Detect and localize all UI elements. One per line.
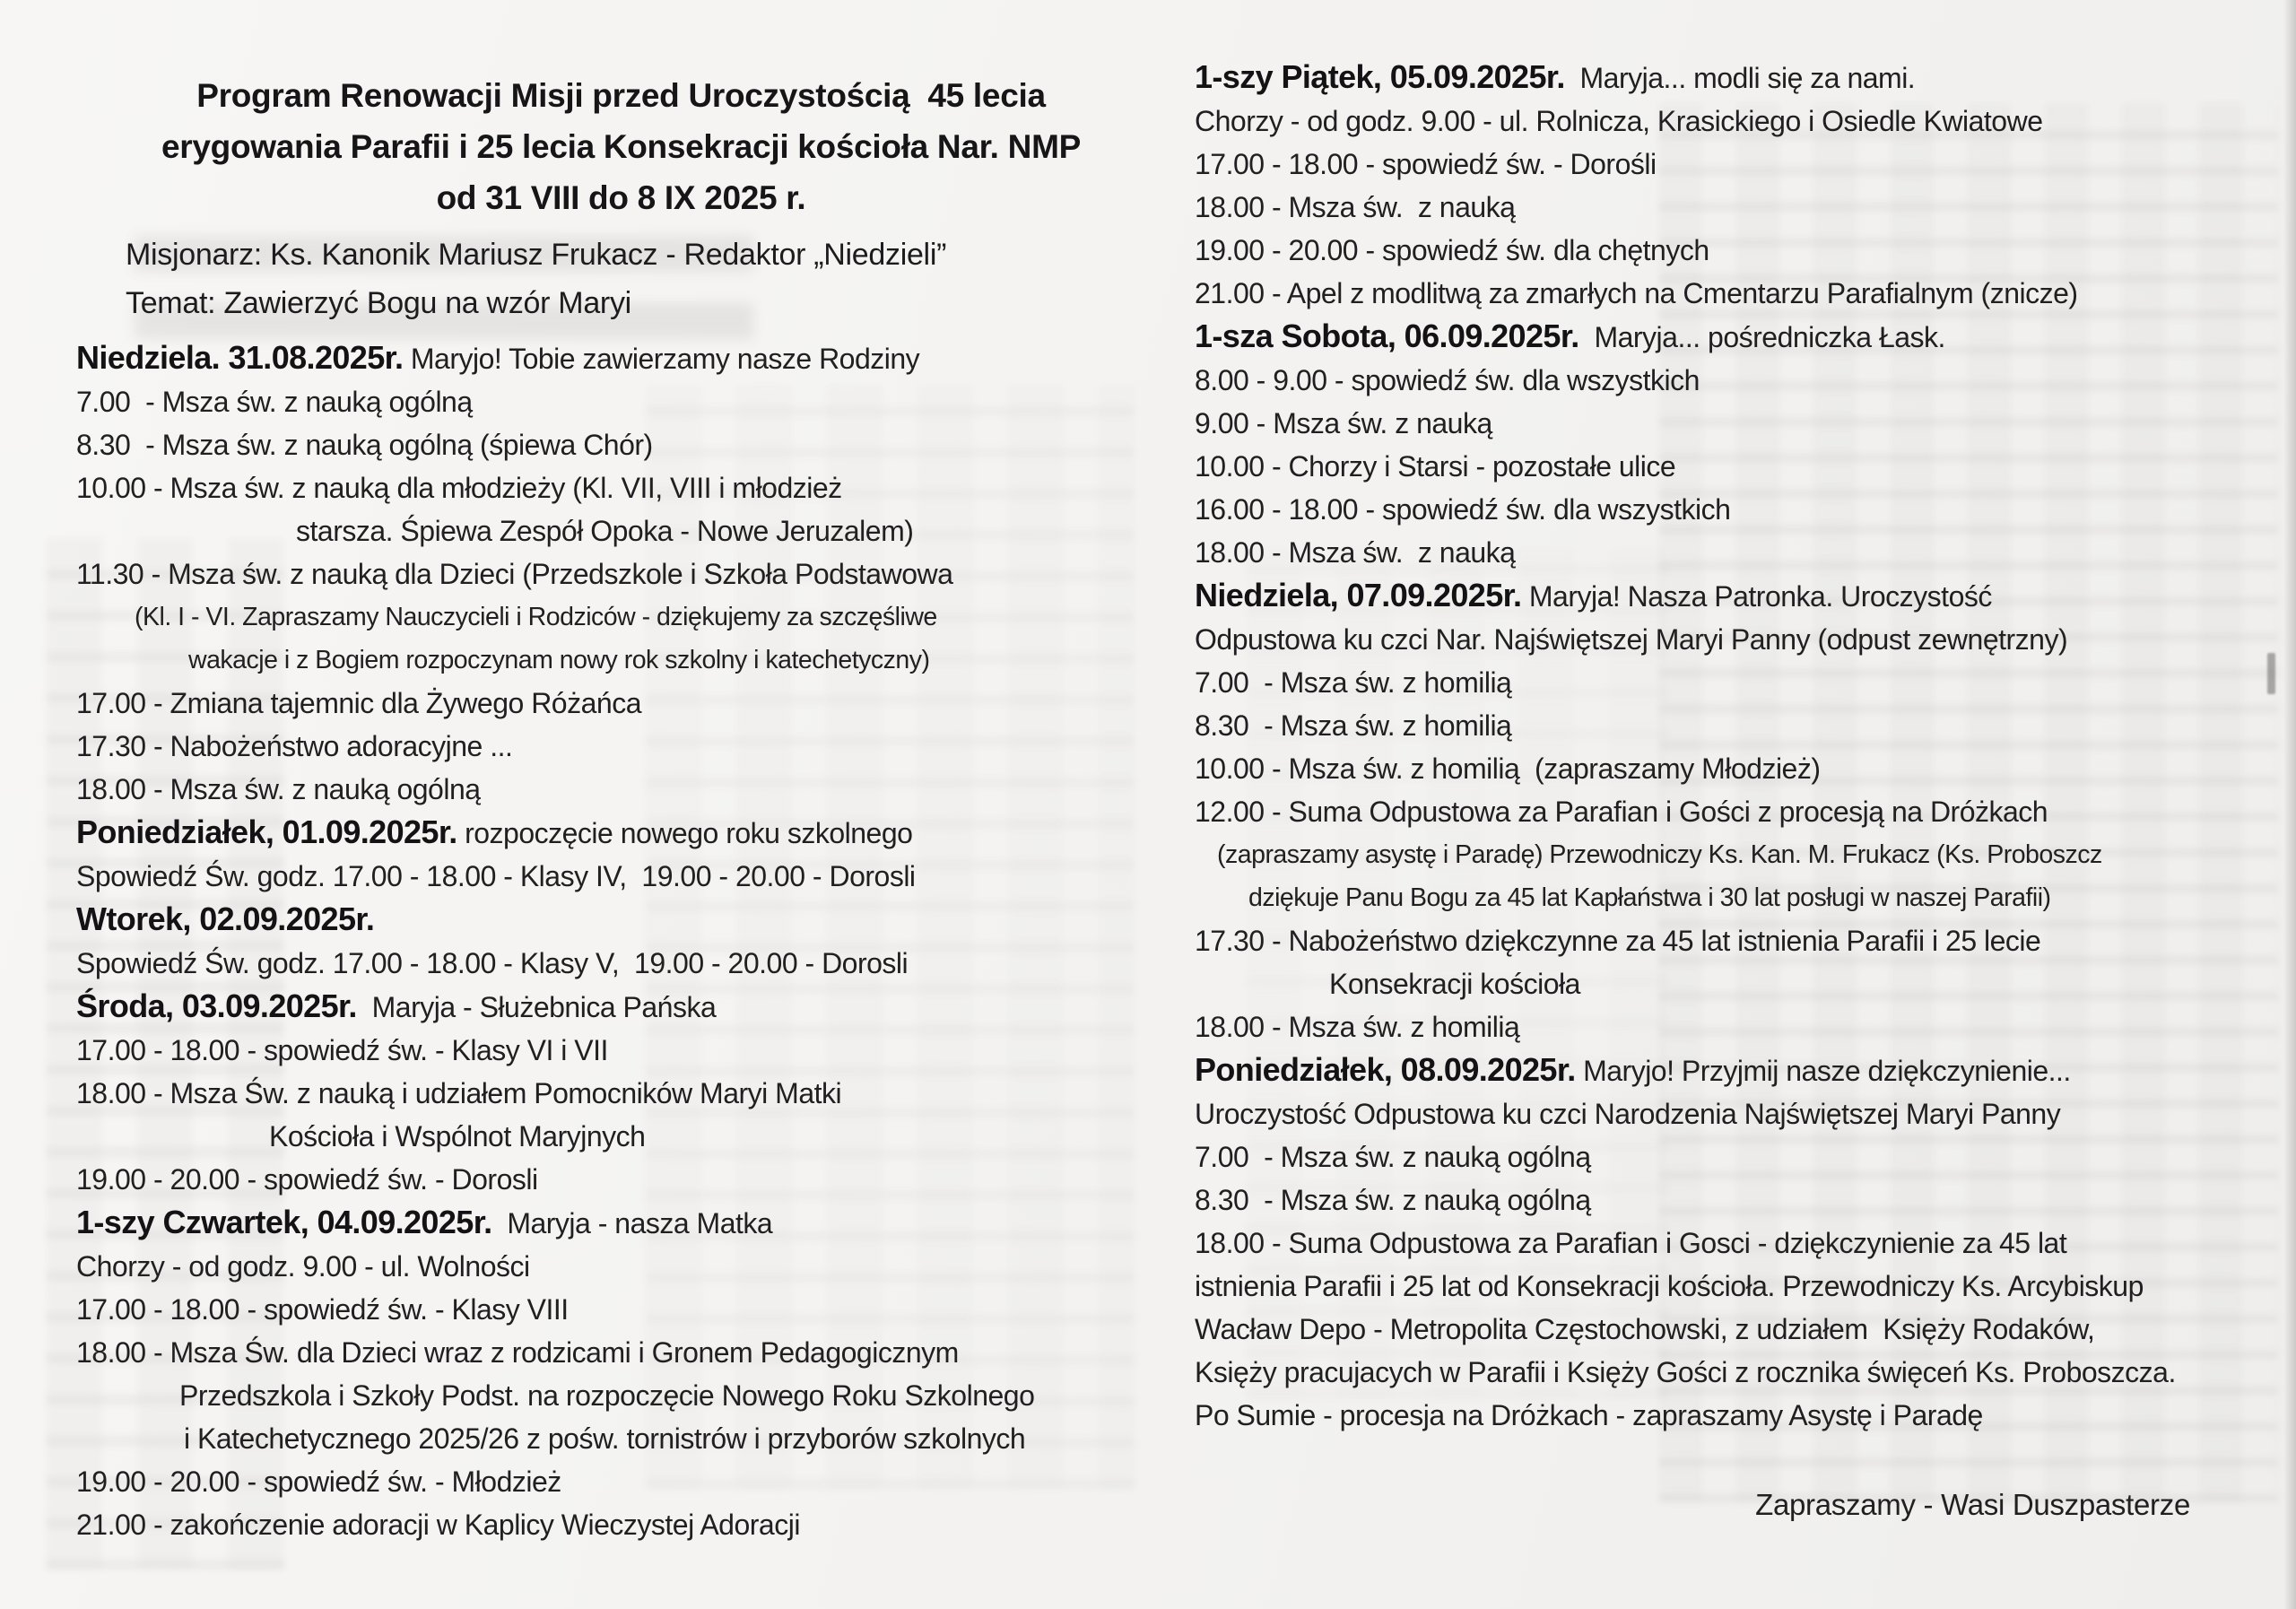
schedule-line	[76, 380, 1166, 423]
day-heading: 1-szy Piątek, 05.09.2025r.	[1195, 58, 1565, 95]
line-text: 19.00 - 20.00 - spowiedź św. - Młodzież	[76, 1465, 561, 1498]
theme-line: Temat: Zawierzyć Bogu na wzór Maryi	[126, 286, 631, 320]
schedule-line	[1195, 359, 2296, 402]
day-heading: Niedziela. 31.08.2025r.	[76, 339, 404, 376]
schedule-line	[1195, 1092, 2296, 1135]
line-text: 18.00 - Msza św. z nauką ogólną	[76, 773, 481, 805]
day-heading: Środa, 03.09.2025r.	[76, 987, 357, 1024]
schedule-line	[76, 1503, 1166, 1546]
schedule-line	[76, 639, 1166, 682]
line-text: i Katechetycznego 2025/26 z pośw. tornistrów i przyborów szkolnych	[184, 1422, 1026, 1455]
line-text: Uroczystość Odpustowa ku czci Narodzenia Najświętszej Maryi Panny	[1195, 1098, 2061, 1130]
line-text: dziękuje Panu Bogu za 45 lat Kapłaństwa i 30 lat posługi w naszej Parafii)	[1248, 883, 2051, 912]
line-text: (zapraszamy asystę i Paradę) Przewodniczy Ks. Kan. M. Frukacz (Ks. Proboszcz	[1217, 840, 2102, 869]
line-text: (Kl. I - VI. Zapraszamy Nauczycieli i Rodziców - dziękujemy za szczęśliwe	[135, 603, 937, 631]
schedule-line	[76, 1460, 1166, 1503]
line-text: 18.00 - Msza Św. z nauką i udziałem Pomocników Maryi Matki	[76, 1077, 842, 1109]
line-text: Spowiedź Św. godz. 17.00 - 18.00 - Klasy IV, 19.00 - 20.00 - Dorosli	[76, 860, 916, 892]
line-text: rozpoczęcie nowego roku szkolnego	[457, 817, 913, 849]
line-text: 21.00 - zakończenie adoracji w Kaplicy Wieczystej Adoracji	[76, 1509, 800, 1541]
line-text: 10.00 - Msza św. z homilią (zapraszamy Młodzież)	[1195, 752, 1821, 785]
day-heading: 1-sza Sobota, 06.09.2025r.	[1195, 317, 1579, 354]
line-text: 10.00 - Chorzy i Starsi - pozostałe ulice	[1195, 450, 1676, 483]
schedule-line	[76, 1288, 1166, 1331]
schedule-line	[1195, 1265, 2296, 1308]
closing-line: Zapraszamy - Wasi Duszpasterze	[1755, 1488, 2190, 1521]
line-text: 7.00 - Msza św. z homilią	[1195, 666, 1512, 699]
schedule-line	[1195, 1222, 2296, 1265]
schedule-line	[76, 1158, 1166, 1201]
schedule-day-line	[1195, 574, 2296, 618]
schedule-line	[76, 768, 1166, 811]
line-text: 17.00 - 18.00 - spowiedź św. - Klasy VI i VII	[76, 1034, 608, 1066]
line-text: 21.00 - Apel z modlitwą za zmarłych na Cmentarzu Parafialnym (znicze)	[1195, 277, 2078, 309]
line-text: 18.00 - Suma Odpustowa za Parafian i Gosci - dziękczynienie za 45 lat	[1195, 1227, 2067, 1259]
schedule-line	[76, 1115, 1166, 1158]
line-text: 17.00 - Zmiana tajemnic dla Żywego Różańca	[76, 687, 641, 719]
line-text: wakacje i z Bogiem rozpoczynam nowy rok szkolny i katechetyczny)	[188, 646, 930, 674]
schedule-line	[1195, 833, 2296, 876]
schedule-line	[1195, 1394, 2296, 1437]
line-text: 17.00 - 18.00 - spowiedź św. - Dorośli	[1195, 148, 1657, 180]
left-schedule	[76, 336, 1166, 1546]
line-text: 18.00 - Msza św. z homilią	[1195, 1011, 1520, 1043]
right-column	[1195, 56, 2296, 1526]
schedule-line	[1195, 186, 2296, 229]
missionary-line: Misjonarz: Ks. Kanonik Mariusz Frukacz - Redaktor „Niedzieli”	[126, 238, 947, 272]
line-text: Maryja... pośredniczka Łask.	[1578, 321, 1945, 353]
line-text: 10.00 - Msza św. z nauką dla młodzieży (Kl. VII, VIII i młodzież	[76, 472, 842, 504]
line-text: 8.30 - Msza św. z homilią	[1195, 709, 1512, 742]
line-text: 11.30 - Msza św. z nauką dla Dzieci (Przedszkole i Szkoła Podstawowa	[76, 558, 953, 590]
day-heading: Poniedziałek, 01.09.2025r.	[76, 813, 457, 850]
schedule-line	[76, 1331, 1166, 1374]
schedule-line	[76, 509, 1166, 552]
day-heading: 1-szy Czwartek, 04.09.2025r.	[76, 1204, 492, 1240]
schedule-line	[1195, 445, 2296, 488]
schedule-line	[1195, 747, 2296, 790]
line-text: Po Sumie - procesja na Dróżkach - zapraszamy Asystę i Paradę	[1195, 1399, 1983, 1431]
schedule-line	[76, 1072, 1166, 1115]
line-text: Wacław Depo - Metropolita Częstochowski, z udziałem Księży Rodaków,	[1195, 1313, 2095, 1345]
schedule-day-line	[76, 1201, 1166, 1245]
schedule-day-line	[1195, 56, 2296, 100]
document-title-line-1: Program Renowacji Misji przed Uroczystością 45 lecia	[196, 77, 1046, 114]
schedule-line	[1195, 876, 2296, 919]
schedule-day-line	[76, 898, 1166, 942]
line-text: Odpustowa ku czci Nar. Najświętszej Maryi Panny (odpust zewnętrzny)	[1195, 623, 2068, 656]
line-text: 18.00 - Msza św. z nauką	[1195, 191, 1516, 223]
line-text: 17.30 - Nabożeństwo adoracyjne ...	[76, 730, 513, 762]
schedule-day-line	[76, 985, 1166, 1029]
document-title-line-2: erygowania Parafii i 25 lecia Konsekracji kościoła Nar. NMP	[161, 128, 1081, 165]
document-title-line-3: od 31 VIII do 8 IX 2025 r.	[436, 179, 806, 216]
schedule-line	[1195, 919, 2296, 962]
schedule-line	[1195, 618, 2296, 661]
schedule-line	[1195, 1351, 2296, 1394]
day-heading: Wtorek, 02.09.2025r.	[76, 900, 375, 937]
line-text: 18.00 - Msza Św. dla Dzieci wraz z rodzicami i Gronem Pedagogicznym	[76, 1336, 959, 1369]
line-text: Księży pracujacych w Parafii i Księży Gości z rocznika święceń Ks. Proboszcza.	[1195, 1356, 2176, 1388]
line-text: 17.30 - Nabożeństwo dziękczynne za 45 lat istnienia Parafii i 25 lecie	[1195, 925, 2041, 957]
line-text: Maryja! Nasza Patronka. Uroczystość	[1521, 580, 1992, 613]
schedule-day-line	[76, 336, 1166, 380]
schedule-line	[76, 725, 1166, 768]
line-text: Chorzy - od godz. 9.00 - ul. Wolności	[76, 1250, 530, 1283]
line-text: 12.00 - Suma Odpustowa za Parafian i Gości z procesją na Dróżkach	[1195, 796, 2048, 828]
line-text: 8.30 - Msza św. z nauką ogólną (śpiewa Chór)	[76, 429, 653, 461]
day-heading: Niedziela, 07.09.2025r.	[1195, 577, 1522, 613]
schedule-day-line	[1195, 1048, 2296, 1092]
line-text: 8.00 - 9.00 - spowiedź św. dla wszystkich	[1195, 364, 1700, 396]
line-text: Konsekracji kościoła	[1329, 968, 1580, 1000]
line-text: Maryja - nasza Matka	[491, 1207, 773, 1239]
schedule-line	[76, 596, 1166, 639]
schedule-line	[1195, 143, 2296, 186]
line-text: 19.00 - 20.00 - spowiedź św. dla chętnych	[1195, 234, 1709, 266]
line-text: istnienia Parafii i 25 lat od Konsekracji kościoła. Przewodniczy Ks. Arcybiskup	[1195, 1270, 2144, 1302]
left-column	[76, 70, 1166, 1546]
schedule-line	[76, 1417, 1166, 1460]
schedule-line	[1195, 1005, 2296, 1048]
line-text: Maryja - Służebnica Pańska	[356, 991, 717, 1023]
schedule-line	[1195, 1308, 2296, 1351]
line-text: starsza. Śpiewa Zespół Opoka - Nowe Jeruzalem)	[296, 515, 914, 547]
line-text: Spowiedź Św. godz. 17.00 - 18.00 - Klasy V, 19.00 - 20.00 - Dorosli	[76, 947, 909, 979]
line-text: Kościoła i Wspólnot Maryjnych	[269, 1120, 646, 1152]
schedule-line	[76, 423, 1166, 466]
schedule-line	[76, 855, 1166, 898]
schedule-day-line	[1195, 315, 2296, 359]
schedule-line	[1195, 661, 2296, 704]
schedule-line	[1195, 962, 2296, 1005]
line-text: 8.30 - Msza św. z nauką ogólną	[1195, 1184, 1591, 1216]
line-text: Chorzy - od godz. 9.00 - ul. Rolnicza, Krasickiego i Osiedle Kwiatowe	[1195, 105, 2043, 137]
schedule-line	[1195, 100, 2296, 143]
line-text: 17.00 - 18.00 - spowiedź św. - Klasy VIII	[76, 1293, 569, 1326]
schedule-line	[1195, 531, 2296, 574]
line-text: 16.00 - 18.00 - spowiedź św. dla wszystkich	[1195, 493, 1731, 526]
line-text: 18.00 - Msza św. z nauką	[1195, 536, 1516, 569]
schedule-line	[1195, 488, 2296, 531]
line-text: Maryjo! Tobie zawierzamy nasze Rodziny	[403, 343, 920, 375]
schedule-day-line	[76, 811, 1166, 855]
line-text: Przedszkola i Szkoły Podst. na rozpoczęcie Nowego Roku Szkolnego	[179, 1379, 1035, 1412]
schedule-line	[1195, 402, 2296, 445]
document-header	[76, 70, 1166, 327]
right-schedule	[1195, 56, 2296, 1437]
schedule-line	[76, 1245, 1166, 1288]
schedule-line	[76, 682, 1166, 725]
line-text: 9.00 - Msza św. z nauką	[1195, 407, 1492, 439]
schedule-line	[76, 942, 1166, 985]
schedule-line	[1195, 790, 2296, 833]
line-text: Maryja... modli się za nami.	[1564, 62, 1916, 94]
schedule-line	[76, 466, 1166, 509]
line-text: 7.00 - Msza św. z nauką ogólną	[1195, 1141, 1591, 1173]
schedule-line	[1195, 1178, 2296, 1222]
schedule-line	[1195, 272, 2296, 315]
schedule-line	[76, 1374, 1166, 1417]
schedule-line	[1195, 1135, 2296, 1178]
schedule-line	[76, 552, 1166, 596]
line-text: 19.00 - 20.00 - spowiedź św. - Dorosli	[76, 1163, 538, 1196]
line-text: 7.00 - Msza św. z nauką ogólną	[76, 386, 473, 418]
day-heading: Poniedziałek, 08.09.2025r.	[1195, 1051, 1576, 1088]
schedule-line	[1195, 229, 2296, 272]
schedule-line	[1195, 704, 2296, 747]
line-text: Maryjo! Przyjmij nasze dziękczynienie...	[1575, 1055, 2071, 1087]
schedule-line	[76, 1029, 1166, 1072]
